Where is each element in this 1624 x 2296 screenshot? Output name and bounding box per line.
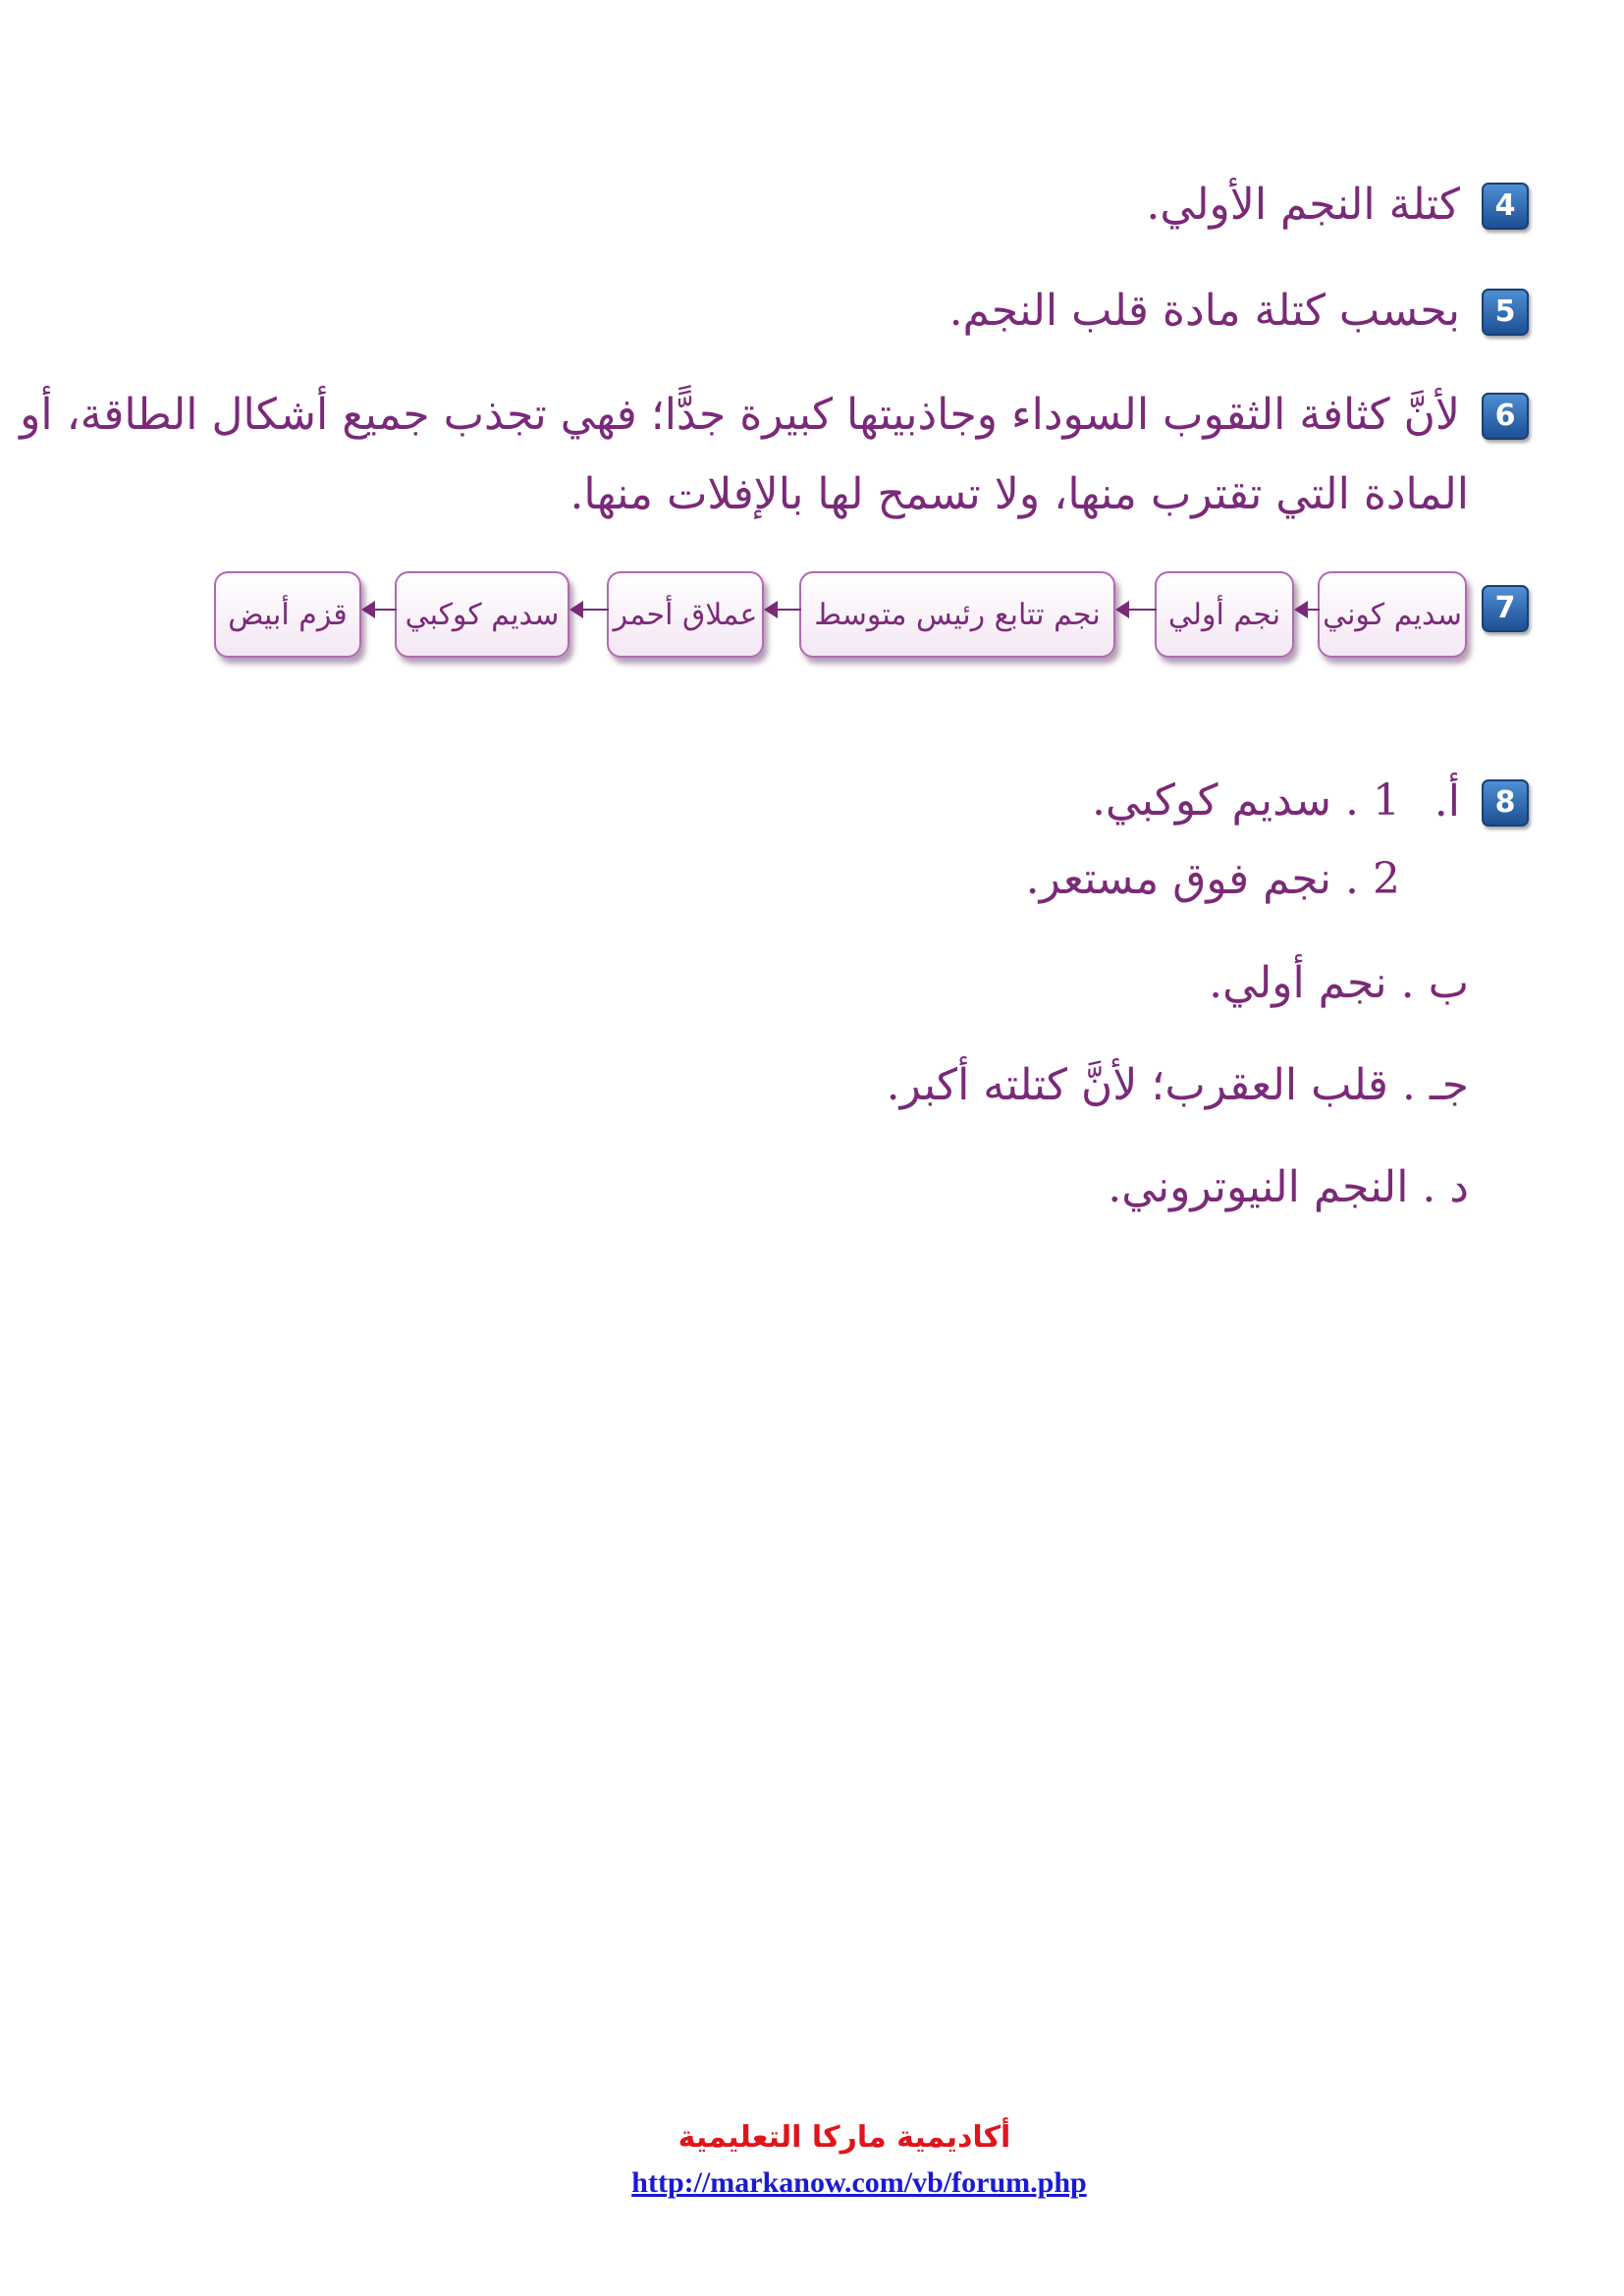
answer-4 <box>154 179 1529 231</box>
stage-box: سديم كوني <box>1318 571 1467 658</box>
stage-box: سديم كوكبي <box>395 571 569 658</box>
arrow-icon <box>571 609 609 611</box>
arrow-icon <box>1117 609 1157 611</box>
answer-number-badge: 7 <box>1482 585 1529 632</box>
answer-text: كتلة النجم الأولي. <box>1146 180 1460 231</box>
answer-5 <box>154 285 1529 337</box>
answer-number-badge: 8 <box>1482 779 1529 827</box>
part-d: د . النجم النيوتروني. <box>1108 1162 1469 1212</box>
stage-box: نجم تتابع رئيس متوسط <box>799 571 1115 658</box>
answer-6 <box>20 389 1529 441</box>
answer-number-badge: 4 <box>1482 183 1529 230</box>
part-a-item-2: 2 . نجم فوق مستعر. <box>1025 854 1400 904</box>
answer-number-badge: 6 <box>1482 393 1529 440</box>
arrow-icon <box>363 609 397 611</box>
star-life-cycle-chain <box>151 571 1467 660</box>
stage-box: نجم أولي <box>1155 571 1294 658</box>
answer-number-badge: 5 <box>1482 289 1529 336</box>
footer-link[interactable]: http://markanow.com/vb/forum.php <box>631 2166 1087 2199</box>
answer-text-line-1: لأنَّ كثافة الثقوب السوداء وجاذبيتها كبيرة جدًّا؛ فهي تجذب جميع أشكال الطاقة، أو <box>20 390 1460 441</box>
stage-box: عملاق أحمر <box>607 571 764 658</box>
answer-text: بحسب كتلة مادة قلب النجم. <box>948 286 1460 337</box>
part-c: جـ . قلب العقرب؛ لأنَّ كتلته أكبر. <box>886 1060 1469 1110</box>
answer-text-line-2: المادة التي تقترب منها، ولا تسمح لها بالإفلات منها. <box>569 469 1469 519</box>
stage-box: قزم أبيض <box>214 571 361 658</box>
arrow-icon <box>766 609 801 611</box>
arrow-icon <box>1296 609 1320 611</box>
part-a-label: أ. <box>1434 776 1460 828</box>
part-b: ب . نجم أولي. <box>1209 958 1469 1008</box>
part-a-item-1: 1 . سديم كوكبي. <box>1092 775 1400 826</box>
footer-academy-name: أكاديمية ماركا التعليمية <box>677 2120 1011 2155</box>
